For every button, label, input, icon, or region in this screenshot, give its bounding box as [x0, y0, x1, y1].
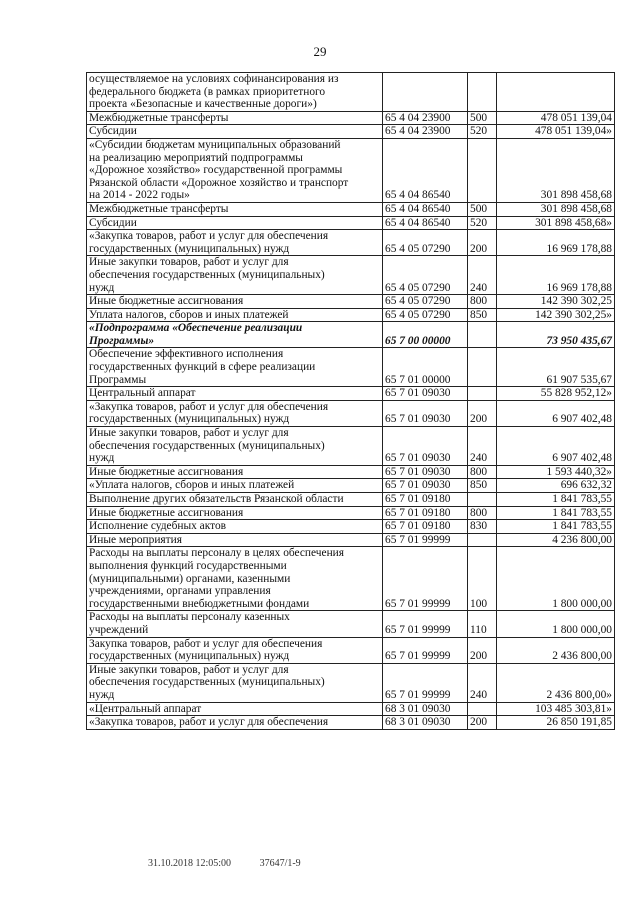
cell-amount: 73 950 435,67 — [497, 322, 615, 348]
cell-amount: 103 485 303,81» — [497, 702, 615, 716]
table-row — [87, 387, 615, 401]
cell-type — [468, 387, 497, 401]
cell-code: 65 7 01 99999 — [383, 637, 468, 663]
cell-name: «Уплата налогов, сборов и иных платежей — [87, 479, 383, 493]
cell-type: 240 — [468, 256, 497, 295]
cell-name: осуществляемое на условиях софинансирования из федерального бюджета (в рамках приоритетного проекта «Безопасные и качественные дороги») — [87, 73, 383, 112]
cell-code: 65 7 01 99999 — [383, 663, 468, 702]
cell-code: 65 4 05 07290 — [383, 256, 468, 295]
budget-table — [86, 72, 615, 730]
cell-amount — [497, 73, 615, 112]
table-row — [87, 230, 615, 256]
cell-amount: 26 850 191,85 — [497, 716, 615, 730]
table-row — [87, 322, 615, 348]
cell-type: 200 — [468, 230, 497, 256]
cell-type: 200 — [468, 716, 497, 730]
table-row — [87, 400, 615, 426]
table-row — [87, 202, 615, 216]
footer-doc-id: 37647/1-9 — [259, 858, 301, 869]
cell-name: «Подпрограмма «Обеспечение реализации Программы» — [87, 322, 383, 348]
cell-amount: 142 390 302,25 — [497, 295, 615, 309]
cell-name: Исполнение судебных актов — [87, 520, 383, 534]
table-row — [87, 637, 615, 663]
cell-code: 65 4 04 23900 — [383, 111, 468, 125]
cell-code — [383, 73, 468, 112]
cell-name: Субсидии — [87, 216, 383, 230]
cell-name: Иные бюджетные ассигнования — [87, 295, 383, 309]
cell-type: 800 — [468, 506, 497, 520]
table-row — [87, 716, 615, 730]
cell-type: 800 — [468, 295, 497, 309]
cell-code: 65 4 04 23900 — [383, 125, 468, 139]
cell-amount: 6 907 402,48 — [497, 400, 615, 426]
cell-code: 65 4 04 86540 — [383, 216, 468, 230]
page-number: 29 — [313, 44, 327, 59]
cell-name: Иные закупки товаров, работ и услуг для обеспечения государственных (муниципальных) нужд — [87, 256, 383, 295]
cell-code: 65 7 01 09030 — [383, 400, 468, 426]
cell-code: 65 4 04 86540 — [383, 138, 468, 202]
cell-code: 65 7 01 09180 — [383, 520, 468, 534]
cell-type: 100 — [468, 547, 497, 611]
cell-name: «Закупка товаров, работ и услуг для обеспечения государственных (муниципальных) нужд — [87, 400, 383, 426]
cell-type: 200 — [468, 637, 497, 663]
table-row — [87, 308, 615, 322]
cell-name: Уплата налогов, сборов и иных платежей — [87, 308, 383, 322]
cell-type: 110 — [468, 611, 497, 637]
budget-table-body — [87, 73, 615, 730]
cell-type — [468, 73, 497, 112]
table-row — [87, 111, 615, 125]
table-row — [87, 479, 615, 493]
table-row — [87, 520, 615, 534]
cell-code: 65 7 01 09030 — [383, 427, 468, 466]
cell-code: 68 3 01 09030 — [383, 716, 468, 730]
table-row — [87, 547, 615, 611]
table-row — [87, 348, 615, 387]
cell-name: Расходы на выплаты персоналу в целях обеспечения выполнения функций государственными (муниципальными) органами, казенными учреждениями, органами управления государственными внебюджетными фондами — [87, 547, 383, 611]
cell-type: 850 — [468, 308, 497, 322]
table-row — [87, 427, 615, 466]
cell-code: 65 7 00 00000 — [383, 322, 468, 348]
cell-type: 520 — [468, 125, 497, 139]
cell-name: «Центральный аппарат — [87, 702, 383, 716]
cell-code: 65 7 01 09030 — [383, 465, 468, 479]
table-row — [87, 533, 615, 547]
cell-amount: 478 051 139,04» — [497, 125, 615, 139]
cell-type — [468, 348, 497, 387]
table-row — [87, 125, 615, 139]
cell-amount: 301 898 458,68 — [497, 138, 615, 202]
table-row — [87, 663, 615, 702]
table-row — [87, 256, 615, 295]
cell-code: 65 7 01 09180 — [383, 493, 468, 507]
cell-amount: 696 632,32 — [497, 479, 615, 493]
cell-name: Обеспечение эффективного исполнения государственных функций в сфере реализации Программы — [87, 348, 383, 387]
table-row — [87, 138, 615, 202]
cell-name: Межбюджетные трансферты — [87, 111, 383, 125]
cell-type: 520 — [468, 216, 497, 230]
cell-code: 68 3 01 09030 — [383, 702, 468, 716]
cell-type — [468, 533, 497, 547]
cell-code: 65 7 01 09030 — [383, 387, 468, 401]
cell-code: 65 7 01 00000 — [383, 348, 468, 387]
cell-type: 830 — [468, 520, 497, 534]
cell-type: 200 — [468, 400, 497, 426]
cell-type — [468, 138, 497, 202]
cell-name: «Субсидии бюджетам муниципальных образований на реализацию мероприятий подпрограммы «Дорожное хозяйство» государственной программы Рязанской области «Дорожное хозяйство и транспорт на 2014 - 2022 годы» — [87, 138, 383, 202]
cell-amount: 1 593 440,32» — [497, 465, 615, 479]
cell-amount: 61 907 535,67 — [497, 348, 615, 387]
cell-name: Межбюджетные трансферты — [87, 202, 383, 216]
cell-code: 65 4 05 07290 — [383, 230, 468, 256]
cell-amount: 1 841 783,55 — [497, 520, 615, 534]
cell-type: 500 — [468, 202, 497, 216]
cell-name: Центральный аппарат — [87, 387, 383, 401]
cell-amount: 1 841 783,55 — [497, 506, 615, 520]
cell-name: «Закупка товаров, работ и услуг для обеспечения — [87, 716, 383, 730]
cell-amount: 1 841 783,55 — [497, 493, 615, 507]
table-row — [87, 702, 615, 716]
table-row — [87, 73, 615, 112]
cell-amount: 1 800 000,00 — [497, 611, 615, 637]
table-row — [87, 465, 615, 479]
table-row — [87, 493, 615, 507]
cell-amount: 1 800 000,00 — [497, 547, 615, 611]
cell-type — [468, 493, 497, 507]
table-row — [87, 295, 615, 309]
cell-name: Выполнение других обязательств Рязанской области — [87, 493, 383, 507]
cell-name: Закупка товаров, работ и услуг для обеспечения государственных (муниципальных) нужд — [87, 637, 383, 663]
cell-type — [468, 322, 497, 348]
cell-amount: 4 236 800,00 — [497, 533, 615, 547]
cell-name: Иные закупки товаров, работ и услуг для обеспечения государственных (муниципальных) нужд — [87, 427, 383, 466]
cell-name: Иные бюджетные ассигнования — [87, 465, 383, 479]
cell-name: Расходы на выплаты персоналу казенных учреждений — [87, 611, 383, 637]
cell-name: Иные бюджетные ассигнования — [87, 506, 383, 520]
cell-name: Иные закупки товаров, работ и услуг для обеспечения государственных (муниципальных) нужд — [87, 663, 383, 702]
cell-name: Иные мероприятия — [87, 533, 383, 547]
cell-type: 500 — [468, 111, 497, 125]
cell-type: 240 — [468, 427, 497, 466]
cell-amount: 301 898 458,68» — [497, 216, 615, 230]
cell-amount: 16 969 178,88 — [497, 230, 615, 256]
table-row — [87, 216, 615, 230]
cell-code: 65 7 01 99999 — [383, 547, 468, 611]
table-row — [87, 611, 615, 637]
table-row — [87, 506, 615, 520]
cell-type — [468, 702, 497, 716]
cell-type: 850 — [468, 479, 497, 493]
footer-timestamp: 31.10.2018 12:05:00 — [148, 858, 232, 869]
cell-amount: 55 828 952,12» — [497, 387, 615, 401]
cell-amount: 2 436 800,00 — [497, 637, 615, 663]
cell-code: 65 4 05 07290 — [383, 308, 468, 322]
cell-code: 65 4 04 86540 — [383, 202, 468, 216]
cell-type: 240 — [468, 663, 497, 702]
cell-code: 65 7 01 99999 — [383, 533, 468, 547]
cell-name: «Закупка товаров, работ и услуг для обеспечения государственных (муниципальных) нужд — [87, 230, 383, 256]
cell-code: 65 7 01 99999 — [383, 611, 468, 637]
cell-amount: 16 969 178,88 — [497, 256, 615, 295]
cell-amount: 478 051 139,04 — [497, 111, 615, 125]
cell-amount: 301 898 458,68 — [497, 202, 615, 216]
cell-amount: 2 436 800,00» — [497, 663, 615, 702]
cell-code: 65 4 05 07290 — [383, 295, 468, 309]
cell-name: Субсидии — [87, 125, 383, 139]
cell-amount: 6 907 402,48 — [497, 427, 615, 466]
cell-code: 65 7 01 09180 — [383, 506, 468, 520]
cell-type: 800 — [468, 465, 497, 479]
cell-amount: 142 390 302,25» — [497, 308, 615, 322]
document-footer — [148, 858, 327, 869]
cell-code: 65 7 01 09030 — [383, 479, 468, 493]
